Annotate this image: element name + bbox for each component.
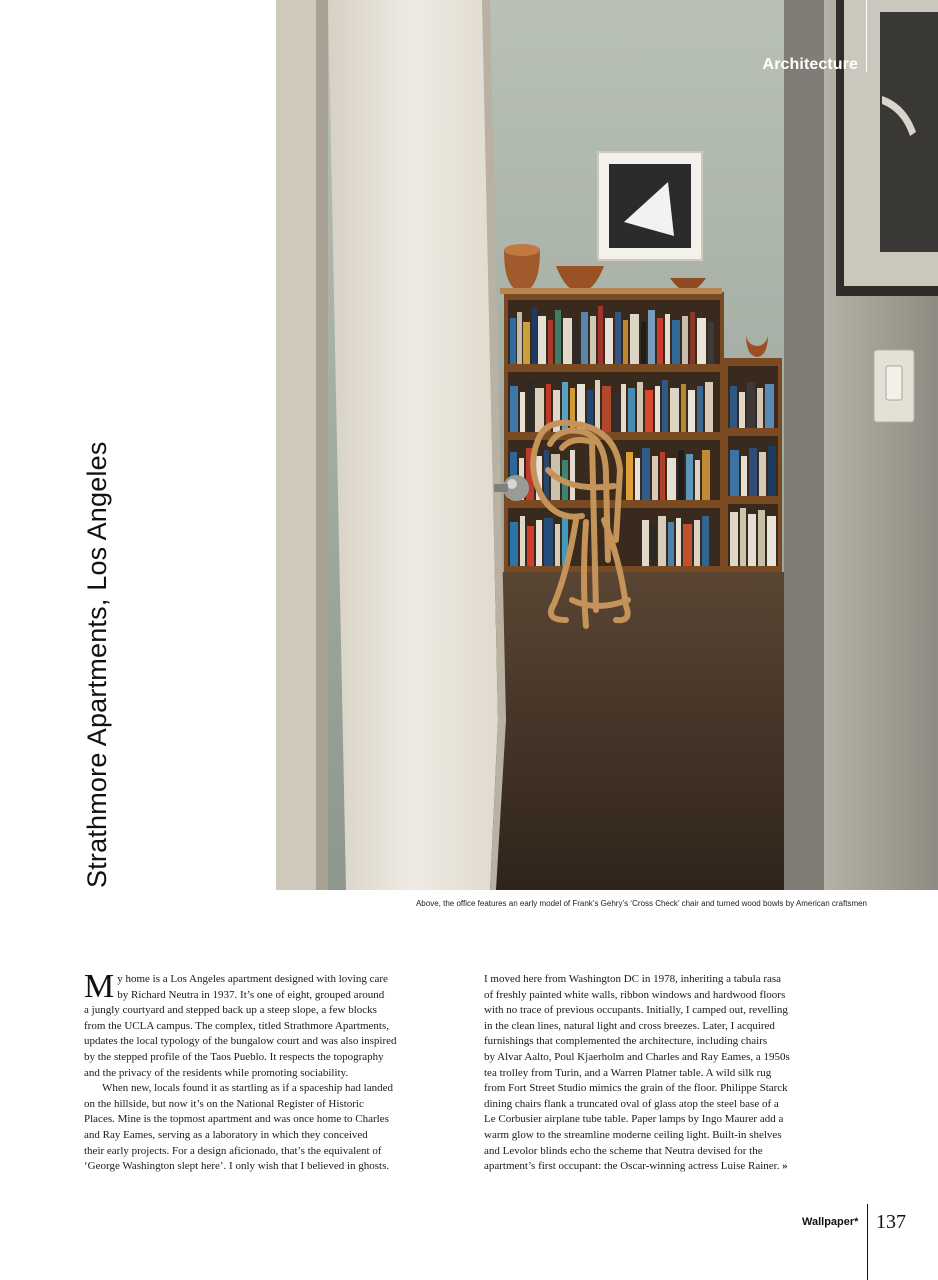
- body-line: Places. Mine is the topmost apartment and was once home to Charles: [84, 1113, 389, 1126]
- page-number: 137: [876, 1211, 906, 1233]
- magazine-brand: Wallpaper*: [802, 1216, 859, 1228]
- body-column-left: [84, 968, 468, 1175]
- body-line: ‘George Washington slept here’. I only wish that I believed in ghosts.: [84, 1160, 390, 1173]
- body-line-text: apartment’s first occupant: the Oscar-winning actress Luise Rainer.: [484, 1160, 780, 1173]
- body-line: and the privacy of the residents while promoting sociability.: [84, 1066, 349, 1079]
- body-line: their early projects. For a design aficionado, that’s the equivalent of: [84, 1144, 382, 1157]
- body-column-right: [484, 972, 864, 1175]
- body-line: a jungly courtyard and stepped back up a steep slope, a few blocks: [84, 1004, 377, 1017]
- first-paragraph: [84, 968, 468, 1081]
- body-line: with no trace of previous occupants. Initially, I camped out, revelling: [484, 1004, 788, 1017]
- body-line: furnishings that complemented the architecture, including chairs: [484, 1035, 768, 1048]
- body-line: dining chairs flank a truncated oval of glass atop the steel base of a: [484, 1097, 779, 1110]
- body-line: Le Corbusier airplane tube table. Paper lamps by Ingo Maurer add a: [484, 1113, 784, 1126]
- body-line: and Levolor blinds echo the scheme that Neutra devised for the: [484, 1144, 763, 1157]
- second-paragraph: [84, 1081, 468, 1175]
- section-divider: [866, 0, 867, 72]
- photo-caption: Above, the office features an early model of Frank’s Gehry’s ‘Cross Check’ chair and turned wood bowls by American craftsmen: [415, 899, 867, 908]
- footer-divider: [867, 1204, 868, 1280]
- body-line: in the clean lines, natural light and cross breezes. Later, I acquired: [484, 1019, 775, 1032]
- drop-cap: M: [84, 968, 115, 1005]
- body-line: by Alvar Aalto, Poul Kjaerholm and Charles and Ray Eames, a 1950s: [484, 1050, 790, 1063]
- body-line: on the hillside, but now it’s on the National Register of Historic: [84, 1097, 364, 1110]
- body-line: tea trolley from Turin, and a Warren Platner table. A wild silk rug: [484, 1066, 772, 1079]
- body-line: of freshly painted white walls, ribbon windows and hardwood floors: [484, 988, 786, 1001]
- body-line: y home is a Los Angeles apartment designed with loving care: [117, 973, 388, 985]
- body-line: by the stepped profile of the Taos Pueblo. It respects the topography: [84, 1050, 384, 1063]
- body-line: updates the local typology of the bungalow court and was also inspired: [84, 1035, 397, 1048]
- section-label: Architecture: [762, 56, 858, 73]
- body-line: from Fort Street Studio mimics the grain of the floor. Philippe Starck: [484, 1082, 788, 1095]
- hero-photo: [276, 0, 938, 890]
- body-line: I moved here from Washington DC in 1978, inheriting a tabula rasa: [484, 973, 782, 985]
- body-line: When new, locals found it as startling as if a spaceship had landed: [102, 1082, 394, 1095]
- body-line: warm glow to the streamline moderne ceiling light. Built-in shelves: [484, 1128, 782, 1141]
- body-line: by Richard Neutra in 1937. It’s one of eight, grouped around: [117, 988, 385, 1001]
- body-line: from the UCLA campus. The complex, titled Strathmore Apartments,: [84, 1019, 389, 1032]
- office-photo-illustration: [276, 0, 938, 890]
- article-title: Strathmore Apartments, Los Angeles: [82, 441, 112, 888]
- body-line: and Ray Eames, serving as a laboratory in which they conceived: [84, 1128, 368, 1141]
- continue-marker: »: [782, 1160, 788, 1173]
- body-line-last: [484, 1159, 864, 1175]
